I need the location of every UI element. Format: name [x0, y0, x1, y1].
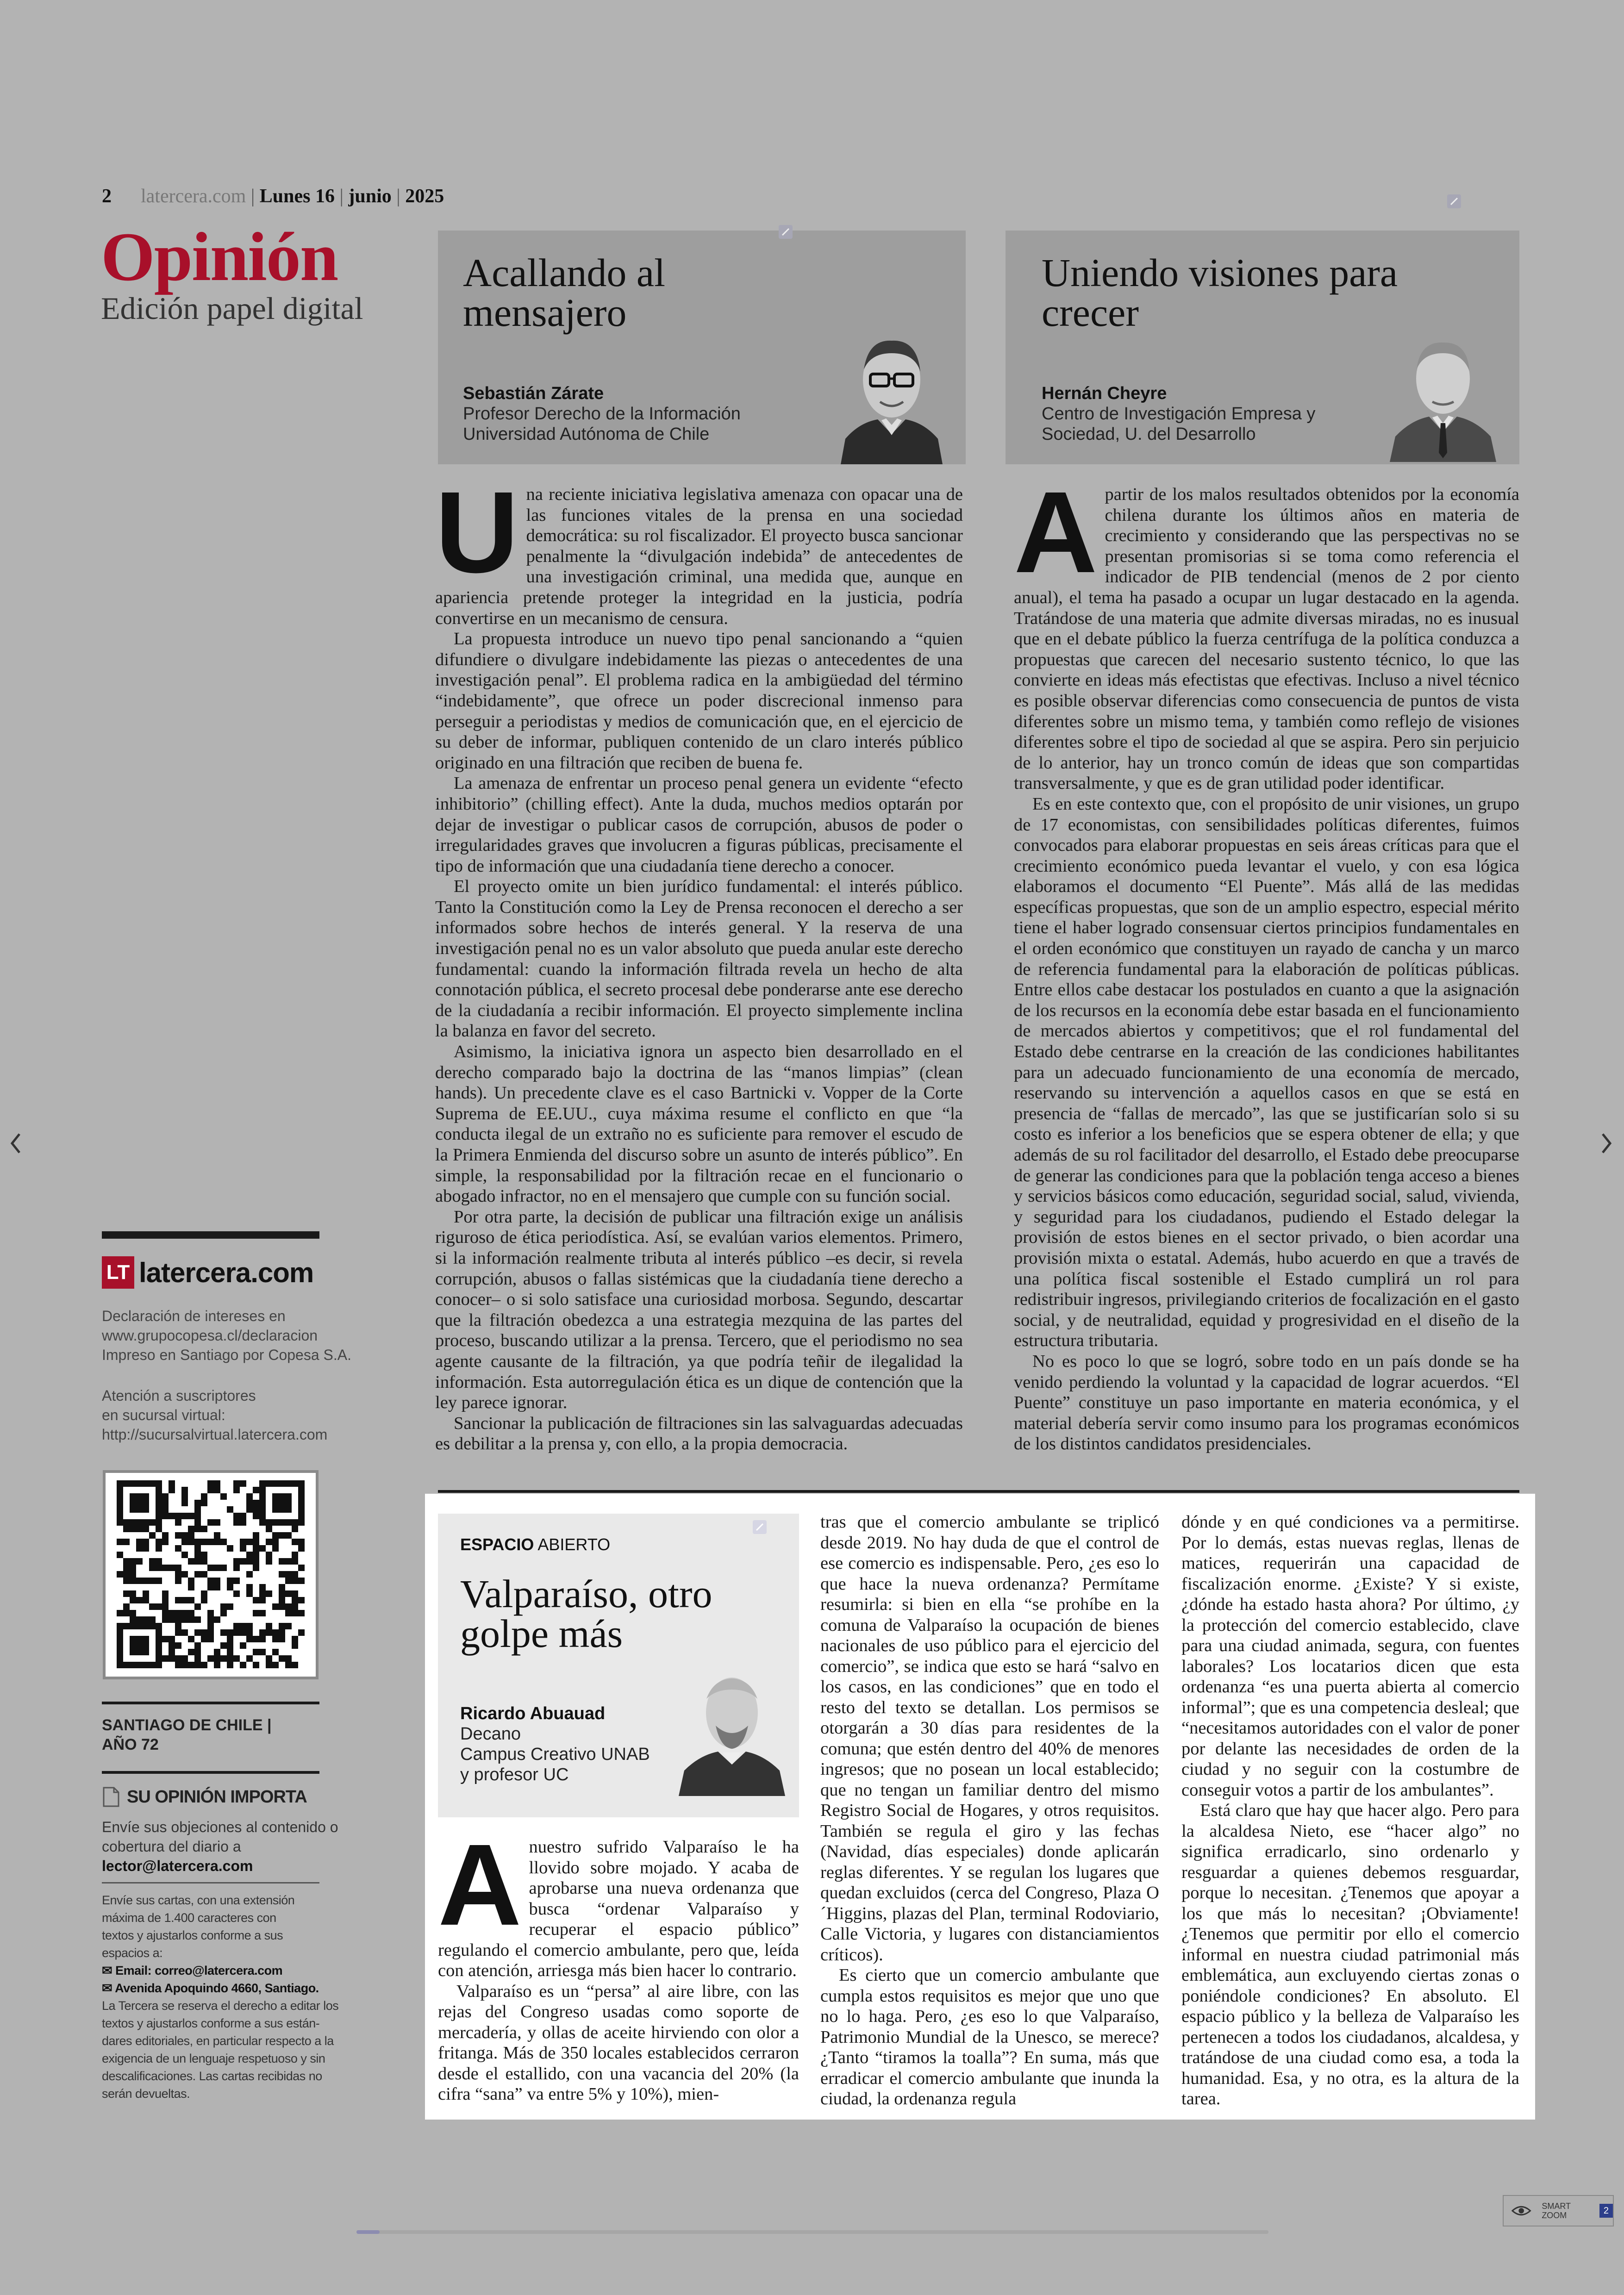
- article3-role-line2: Campus Creativo UNAB: [460, 1745, 650, 1764]
- drop-cap: A: [1014, 468, 1098, 597]
- logo-text: latercera.com: [139, 1257, 314, 1288]
- article1-role-line1: Profesor Derecho de la Información: [463, 404, 741, 424]
- header-day: Lunes 16: [259, 186, 335, 207]
- drop-cap: U: [435, 468, 519, 597]
- page-scrollbar[interactable]: [356, 2230, 1268, 2234]
- smart-zoom-label: SMART: [1542, 2201, 1571, 2211]
- paragraph: Apartir de los malos resultados obtenidos por la economía chilena durante los últimos años en materia de crecimiento y considerando que las perspectivas no se presentan promisorias si se toma como referencia el indicador de PIB tendencial (menos de 2 por ciento anual), el tema ha pasado a ocupar un lugar destacado en la agenda. Tratándose de una materia que admite diversas miradas, no es inusual que en el debate público la fuerza centrífuga de la política conduzca a propuestas que carecen del necesario sustento técnico, lo que las convierte en ideas más efectistas que efectivas. Incluso a nivel técnico es posible observar diferencias como consecuencia de puntos de vista diferentes sobre un mismo tema, y también como reflejo de visiones diferentes sobre el tipo de sociedad al que se aspira. Pero sin perjuicio de lo anterior, hay un tronco común de ideas que son compartidas transversalmente, y que es de gran utilidad poder identificar.: [1014, 468, 1519, 793]
- article1-header-box: [438, 231, 966, 464]
- declaration-text: Declaración de intereses en www.grupocopesa.cl/declaracion Impreso en Santiago por Copesa S.A.: [102, 1308, 351, 1363]
- article1-role-line2: Universidad Autónoma de Chile: [463, 424, 710, 444]
- header-year: 2025: [405, 186, 444, 207]
- article3-header-box: [438, 1514, 799, 1817]
- article2-title: Uniendo visiones para crecer: [1042, 250, 1398, 335]
- email-contact[interactable]: ✉ Email: correo@latercera.com: [102, 1964, 283, 1977]
- article3-author: Ricardo Abuauad: [460, 1704, 606, 1723]
- section-label: ESPACIO ABIERTO: [460, 1535, 611, 1554]
- chevron-right-icon: [1597, 1129, 1616, 1157]
- previous-page-button[interactable]: [6, 1129, 25, 1164]
- document-icon: [102, 1786, 120, 1808]
- section-title: Opinión: [101, 218, 338, 295]
- article2-author: Hernán Cheyre: [1042, 384, 1167, 403]
- sidebar-rule: [102, 1771, 319, 1774]
- paragraph: Una reciente iniciativa legislativa amenaza con opacar una de las funciones vitales de la prensa en una sociedad democrática: su rol fiscalizador. El proyecto busca sancionar penalmente la “divulgación indebida” de antecedentes de una investigación criminal, una medida que, aunque en apariencia pretende proteger la integridad en la justicia, podría convertirse en un mecanismo de censura.: [435, 468, 963, 628]
- paragraph: tras que el comercio ambulante se triplicó desde 2019. No hay duda de que el control de ese comercio es indispensable. Pero, ¿es eso lo que hace la nueva ordenanza? Permítame resumirla: si bien en ella “se prohíbe en la comuna de Valparaíso la ocupación de bienes nacionales de uso público para el ejercicio del comercio”, se indica que esto se hará “salvo en los casos, en las condiciones” que en todo el resto del texto se detallan. Los permisos se otorgarán a 30 días para residentes de la comuna; que estén dentro del 40% de menores ingresos; que no posean un local establecido; que no tengan un familiar dentro del mismo Registro Social de Hogares, y otros requisitos. También se regula el giro y las fechas (Navidad, días especiales) donde aplicarán reglas diferentes. Y se regulan los lugares que quedan excluidos (cerca del Congreso, Plaza O´Higgins, plazas del Plan, terminal Rodoviario, Calle Victoria, y lugares con distanciamientos críticos).: [820, 1512, 1159, 1964]
- section-brand: [101, 218, 363, 327]
- bookmark-icon[interactable]: [752, 1519, 768, 1535]
- article3-column2: [820, 1512, 1159, 2109]
- paragraph: No es poco lo que se logró, sobre todo en un país donde se ha venido perdiendo la voluntad y la capacidad de lograr acuerdos. “El Puente” constituye un paso importante en materia económica, y el material debería servir como insumo para los programas económicos de los distintos candidatos presidenciales.: [1014, 1351, 1519, 1454]
- page-header: [102, 185, 444, 207]
- section-divider: [438, 1490, 1519, 1493]
- page-indicator: 2: [1599, 2204, 1613, 2218]
- author-photo: [679, 1666, 785, 1796]
- location-text: SANTIAGO DE CHILE | AÑO 72: [102, 1716, 272, 1753]
- paragraph: Anuestro sufrido Valparaíso le ha llovido sobre mojado. Y acaba de aprobarse una nueva ordenanza que busca “ordenar Valparaíso y recuperar el espacio público” regulando el comercio ambulante, pero que, leída con atención, arriesga más bien hacer lo contrario.: [438, 1820, 799, 1980]
- sidebar-rule: [102, 1231, 319, 1239]
- eye-icon: [1510, 2201, 1532, 2220]
- opinion-text: Envíe sus objeciones al contenido o cobertura del diario a lector@latercera.com: [102, 1817, 338, 1876]
- header-separator: |: [250, 186, 255, 207]
- paragraph: Por otra parte, la decisión de publicar una filtración exige un análisis riguroso de ética periodística. Así, se evalúan varios elementos. Primero, si la información realmente tributa al interés público –es decir, si revela corrupción, abusos o fallas sistémicas que la ciudadanía tiene derecho a conocer– o si solo satisface una curiosidad morbosa. Segundo, descartar que la filtración obedezca a una estrategia mezquina de las partes del proceso, buscando utilizar a la prensa. Tercero, que el periodismo no sea agente causante de la filtración, ya que podría teñir de ilegalidad la información. Esta autorregulación ética es un dique de contención que la ley parece ignorar.: [435, 1207, 963, 1413]
- smart-zoom-control[interactable]: [1503, 2195, 1614, 2226]
- author-photo: [841, 328, 943, 464]
- article1-body: [435, 468, 963, 1454]
- article3-role-line1: Decano: [460, 1724, 521, 1744]
- bookmark-icon[interactable]: [778, 224, 793, 240]
- header-month: junio: [348, 186, 392, 207]
- paragraph: dónde y en qué condiciones va a permitirse. Por lo demás, estas nuevas reglas, llenas de matices, requerirán una capacidad de fiscalización enorme. ¿Existe? Y si existe, ¿dónde ha estado hasta ahora? Por último, ¿y la protección del comercio establecido, clave para una ciudad animada, segura, con fuentes laborales? Los locatarios dicen que esta ordenanza “es una puerta abierta al comercio informal”; que es una competencia desleal; que “necesitamos autoridades con el valor de poner por delante las necesidades de orden de la ciudad y no seguir con la costumbre de conseguir votos a partir de los ambulantes”.: [1181, 1512, 1519, 1800]
- paragraph: Valparaíso es un “persa” al aire libre, con las rejas del Congreso usadas como soporte de mercadería, y ollas de aceite hirviendo con olor a fritanga. Más de 350 locales establecidos cerraron desde el estallido, con una vacancia del 20% (la cifra “sana” va entre 5% y 10%), mien-: [438, 1981, 799, 2104]
- paragraph: Sancionar la publicación de filtraciones sin las salvaguardas adecuadas es debilitar a la prensa y, con ello, a la propia democracia.: [435, 1413, 963, 1454]
- paragraph: La propuesta introduce un nuevo tipo penal sancionando a “quien difundiere o divulgare indebidamente las piezas o antecedentes de una investigación penal”. El problema radica en la ambigüedad del término “indebidamente”, que ofrece un poder discrecional inmenso para perseguir a periodistas y medios de comunicación que, en el ejercicio de su deber de informar, publiquen contenido de un claro interés público originado en una filtración que reciben de buena fe.: [435, 629, 963, 773]
- article3-column1: [438, 1820, 799, 2105]
- subscriber-info: Atención a suscriptores en sucursal virtual: http://sucursalvirtual.latercera.com: [102, 1387, 328, 1443]
- section-subtitle: Edición papel digital: [101, 291, 363, 326]
- header-separator: |: [396, 186, 400, 207]
- paragraph: Está claro que hay que hacer algo. Pero para la alcaldesa Nieto, ese “hacer algo” no significa erradicarlo, sino ordenarlo y resguardar a quienes debemos resguardar, porque lo necesitan. ¿Tenemos que apoyar a los que más lo necesitan? ¡Obviamente! ¿Tenemos que permitir por ello el comercio informal en nuestra ciudad patrimonial más emblemática, aun excluyendo ciertas zonas o poniéndole condiciones? En absoluto. El espacio público y la belleza de Valparaíso les pertenecen a todos los ciudadanos, alcaldesa, y tratándose de una ciudad como esa, a toda la humanidad. Esa, y no otra, es la altura de la tarea.: [1181, 1801, 1519, 2108]
- smart-zoom-label: ZOOM: [1542, 2211, 1567, 2220]
- envelope-icon: ✉: [102, 1981, 112, 1995]
- bookmark-icon[interactable]: [1446, 193, 1462, 209]
- article1-title: Acallando al mensajero: [463, 250, 665, 335]
- paragraph: Es cierto que un comercio ambulante que cumpla estos requisitos es mejor que uno que no lo haga. Pero, ¿es eso lo que Valparaíso, Patrimonio Mundial de la Unesco, se merece? ¿Tanto “tiramos la toalla”? En suma, más que erradicar el comercio ambulante que inunda la ciudad, la ordenanza regula: [820, 1965, 1159, 2108]
- opinion-email-link[interactable]: lector@latercera.com: [102, 1858, 253, 1874]
- page-number: 2: [102, 186, 112, 207]
- next-page-button[interactable]: [1597, 1129, 1616, 1164]
- sidebar-rule: [102, 1882, 319, 1883]
- mail-icon: ✉: [102, 1964, 112, 1977]
- article2-role-line2: Sociedad, U. del Desarrollo: [1042, 424, 1256, 444]
- lt-logo-mark: LT: [102, 1256, 134, 1289]
- qr-code-icon: [106, 1473, 316, 1677]
- chevron-left-icon: [6, 1129, 25, 1157]
- paragraph: La amenaza de enfrentar un proceso penal genera un evidente “efecto inhibitorio” (chilling effect). Ante la duda, muchos medios optarán por dejar de investigar o publicar casos de corrupción, abusos de poder o irregularidades graves que involucren a figuras públicas, precisamente el tipo de información que una ciudadanía tiene derecho a conocer.: [435, 773, 963, 876]
- article2-header-box: [1006, 231, 1519, 464]
- header-separator: |: [339, 186, 344, 207]
- qr-code[interactable]: [103, 1470, 319, 1679]
- paragraph: Asimismo, la iniciativa ignora un aspecto bien desarrollado en el derecho comparado bajo la doctrina de las “manos limpias” (clean hands). Un precedente clave es el caso Bartnicki v. Vopper de la Corte Suprema de EE.UU., cuya máxima resume el conflicto en que “la conducta ilegal de un extraño no es suficiente para remover el escudo de la Primera Enmienda del discurso sobre un asunto de interés público”. En simple, la responsabilidad por la filtración recae en el funcionario o abogado infractor, no en el mensajero que cumple con su función social.: [435, 1042, 963, 1206]
- paragraph: El proyecto omite un bien jurídico fundamental: el interés público. Tanto la Constitución como la Ley de Prensa reconocen el derecho a ser informados sobre hechos de interés general. Y la reserva de una investigación penal no es un valor absoluto que pueda anular este derecho fundamental: cuando la información filtrada revela un hecho de alta connotación pública, el secreto procesal debe ponderarse ante ese derecho de la ciudadanía a recibir información. El proyecto simplemente inclina la balanza en favor del secreto.: [435, 877, 963, 1041]
- article3-column3: [1181, 1512, 1519, 2109]
- article3-title: Valparaíso, otro golpe más: [460, 1572, 712, 1656]
- drop-cap: A: [438, 1820, 522, 1949]
- opinion-heading: SU OPINIÓN IMPORTA: [102, 1786, 307, 1808]
- article3-role-line3: y profesor UC: [460, 1765, 569, 1784]
- scrollbar-thumb[interactable]: [356, 2230, 380, 2234]
- address-contact: ✉ Avenida Apoquindo 4660, Santiago.: [102, 1981, 319, 1995]
- author-photo: [1390, 332, 1496, 462]
- article1-author: Sebastián Zárate: [463, 384, 604, 403]
- article2-body: [1014, 468, 1519, 1454]
- sidebar-rule: [102, 1702, 319, 1704]
- letters-text: Envíe sus cartas, con una extensión máxima de 1.400 caracteres con textos y ajustarlos conforme a sus espacios a: ✉ Email: correo@latercera.com ✉ Avenida Apoquindo 4660, Santiago. La Tercera se reserva el derecho a editar los textos y ajustarlos conforme a sus están- dares editoriales, en particular respecto a la exigencia de un lenguaje respetuoso y sin descalificaciones. Las cartas recibidas no serán devueltas.: [102, 1893, 339, 2101]
- paragraph: Es en este contexto que, con el propósito de unir visiones, un grupo de 17 economistas, con sensibilidades políticas diferentes, fuimos convocados para elaborar propuestas en seis áreas críticas para que el crecimiento económico pueda levantar el vuelo, y con esa lógica elaboramos el documento “El Puente”. Más allá de las medidas específicas propuestas, que son de un amplio espectro, especial mérito tiene el haber logrado consensuar ciertos principios fundamentales en el orden económico que constituyen un rayado de cancha y un marco de referencia fundamental para la elaboración de políticas públicas. Entre ellos cabe destacar los postulados en cuanto a que la asignación de los recursos en la economía debe estar basada en el funcionamiento de mercados abiertos y competitivos; que el rol fundamental del Estado debe centrarse en la creación de las condiciones habilitantes para un adecuado funcionamiento de una economía de mercado, reservando su intervención a aquellos casos en que se está en presencia de “fallas de mercado”, las que se justificarían solo si su costo es inferior a los beneficios que se espera obtener de ella; y que además de su rol facilitador del desarrollo, el Estado debe preocuparse de generar las condiciones para que la población tenga acceso a bienes y servicios básicos como educación, seguridad social, salud, vivienda, y seguridad para los ciudadanos, pudiendo el Estado delegar la provisión de estos bienes en el sector privado, o bien acordar una provisión mixta o estatal. Además, hubo acuerdo en que a través de una política fiscal sostenible el Estado cumplirá un rol para redistribuir ingresos, privilegiando criterios de focalización en el gasto social, y de neutralidad, equidad y progresividad en el diseño de la estructura tributaria.: [1014, 794, 1519, 1351]
- header-site: latercera.com: [141, 186, 246, 207]
- latercera-logo: [102, 1256, 313, 1289]
- article2-role-line1: Centro de Investigación Empresa y: [1042, 404, 1316, 424]
